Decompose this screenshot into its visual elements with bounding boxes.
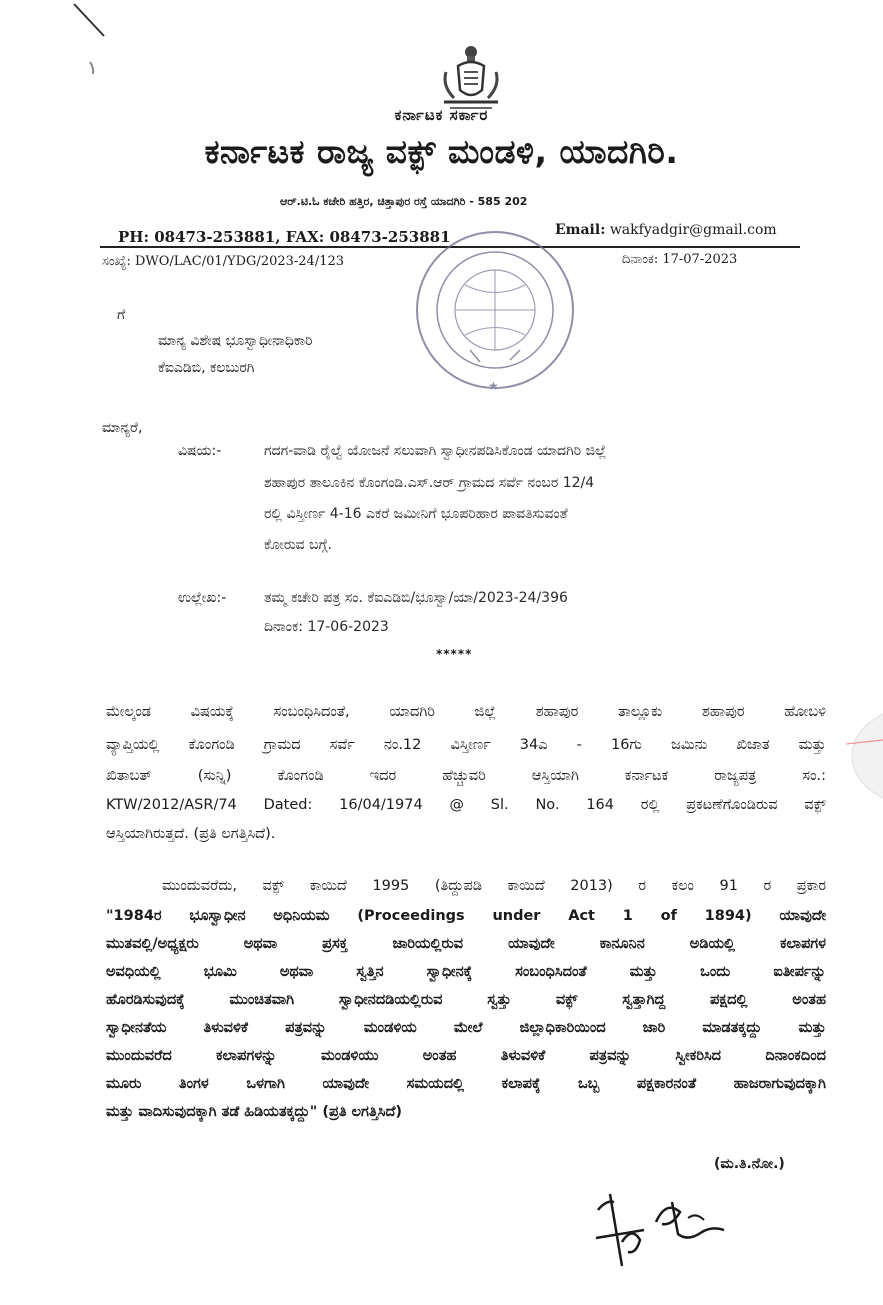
email-line (555, 222, 777, 238)
letter-date: ದಿನಾಂಕ: 17-07-2023 (622, 252, 738, 267)
salutation: ಮಾನ್ಯರೆ, (102, 420, 143, 436)
paragraph-line: ಮುಂದುವರೆದು, ವಕ್ಫ್ ಕಾಯಿದೆ 1995 (ತಿದ್ದುಪಡಿ ಕಾಯಿದೆ 2013) ರ ಕಲಂ 91 ರ ಪ್ರಕಾರ (162, 878, 826, 894)
phone-fax: PH: 08473-253881, FAX: 08473-253881 (118, 228, 451, 246)
recipient-designation: ಮಾನ್ಯ ವಿಶೇಷ ಭೂಸ್ವಾಧೀನಾಧಿಕಾರಿ (158, 333, 313, 349)
paragraph-line: ಹೊರಡಿಸುವುದಕ್ಕೆ ಮುಂಚಿತವಾಗಿ ಸ್ವಾಧೀನದಡಿಯಲ್ಲಿರುವ ಸ್ವತ್ತು ವಕ್ಫ್ ಸ್ವತ್ತಾಗಿದ್ದ ಪಕ್ಷದಲ್ಲಿ ಅಂತಹ (106, 992, 826, 1008)
paragraph-line: ವ್ಯಾಪ್ತಿಯಲ್ಲಿ ಕೊಂಗಂಡಿ ಗ್ರಾಮದ ಸರ್ವೆ ನಂ.12 ವಿಸ್ತೀರ್ಣ 34ಎ - 16ಗು ಜಮಿನು ಖಿಜಾತ ಮತ್ತು (106, 737, 826, 753)
paragraph-line: KTW/2012/ASR/74 Dated: 16/04/1974 @ Sl. No. 164 ರಲ್ಲಿ ಪ್ರಕಟಣೆಗೊಂಡಿರುವ ವಕ್ಫ್ (106, 797, 826, 813)
office-seal-icon (410, 200, 580, 410)
office-address: ಆರ್.ಟಿ.ಓ ಕಚೇರಿ ಹತ್ತಿರ, ಚಿತ್ತಾಪುರ ರಸ್ತೆ ಯಾದಗಿರಿ - 585 202 (280, 195, 528, 208)
reference-line: ದಿನಾಂಕ: 17-06-2023 (264, 619, 389, 635)
recipient-office: ಕೆಐಎಡಿಬಿ, ಕಲಬುರಗಿ (158, 360, 255, 376)
scan-shadow (846, 710, 883, 800)
svg-text:★: ★ (488, 379, 499, 393)
subject-label: ವಿಷಯ:- (178, 443, 222, 459)
separator: ***** (436, 647, 473, 661)
paragraph-line: ಮೇಲ್ಕಂಡ ವಿಷಯಕ್ಕೆ ಸಂಬಂಧಿಸಿದಂತೆ, ಯಾದಗಿರಿ ಜಿಲ್ಲೆ ಶಹಾಪುರ ತಾಲ್ಲೂಕು ಶಹಾಪುರ ಹೋಬಳಿ (106, 704, 826, 720)
subject-line: ಗದಗ-ವಾಡಿ ರೈಲ್ವೆ ಯೋಜನೆ ಸಲುವಾಗಿ ಸ್ವಾಧೀನಪಡಿಸಿಕೊಂಡ ಯಾದಗಿರಿ ಜಿಲ್ಲೆ (264, 443, 607, 459)
email-label: Email: (555, 222, 606, 238)
paragraph-line: ಮೂರು ತಿಂಗಳ ಒಳಗಾಗಿ ಯಾವುದೇ ಸಮಯದಲ್ಲಿ ಕಲಾಪಕ್ಕೆ ಒಬ್ಬ ಪಕ್ಷಕಾರನಂತೆ ಹಾಜರಾಗುವುದಕ್ಕಾಗಿ (106, 1076, 826, 1092)
reference-label: ಉಲ್ಲೇಖ:- (178, 590, 227, 606)
recipient-to: ಗೆ (117, 307, 126, 323)
paragraph-line: ಅವಧಿಯಲ್ಲಿ ಭೂಮಿ ಅಥವಾ ಸ್ವತ್ತಿನ ಸ್ವಾಧೀನಕ್ಕೆ ಸಂಬಂಧಿಸಿದಂತೆ ಮತ್ತು ಒಂದು ಐತೀರ್ಪನ್ನು (106, 964, 826, 980)
government-title: ಕರ್ನಾಟಕ ಸರ್ಕಾರ (394, 106, 489, 124)
paragraph-line: ಮುತವಲ್ಲಿ/ಅಧ್ಯಕ್ಷರು ಅಥವಾ ಪ್ರಸಕ್ತ ಜಾರಿಯಲ್ಲಿರುವ ಯಾವುದೇ ಕಾನೂನಿನ ಅಡಿಯಲ್ಲಿ ಕಲಾಪಗಳ (106, 936, 826, 952)
please-turn-over: (ಮ.ತಿ.ನೋ.) (714, 1156, 785, 1172)
email-address: wakfyadgir@gmail.com (609, 222, 777, 238)
paragraph-line: ಮತ್ತು ವಾದಿಸುವುದಕ್ಕಾಗಿ ತಡೆ ಹಿಡಿಯತಕ್ಕದ್ದು" (ಪ್ರತಿ ಲಗತ್ತಿಸಿದೆ) (106, 1104, 403, 1120)
emblem-icon (436, 42, 506, 114)
paragraph-line: ಮುಂದುವರೆದ ಕಲಾಪಗಳನ್ನು ಮಂಡಳಿಯು ಅಂತಹ ತಿಳುವಳಿಕೆ ಪತ್ರವನ್ನು ಸ್ವೀಕರಿಸಿದ ದಿನಾಂಕದಿಂದ (106, 1048, 826, 1064)
paragraph-line: "1984ರ ಭೂಸ್ವಾಧೀನ ಅಧಿನಿಯಮ (Proceedings under Act 1 of 1894) ಯಾವುದೇ (106, 908, 826, 924)
subject-line: ಶಹಾಪುರ ತಾಲೂಕಿನ ಕೊಂಗಂಡಿ.ಎಸ್.ಆರ್ ಗ್ರಾಮದ ಸರ್ವೆ ನಂಬರ 12/4 (264, 475, 595, 491)
reference-line: ತಮ್ಮ ಕಚೇರಿ ಪತ್ರ ಸಂ. ಕೆಐಎಡಿಬಿ/ಭೂಸ್ವಾ/ಯಾ/2023-24/396 (264, 590, 568, 606)
reference-number: ಸಂಖ್ಯೆ: DWO/LAC/01/YDG/2023-24/123 (102, 254, 345, 269)
scan-mark-stroke (60, 0, 120, 90)
subject-line: ರಲ್ಲಿ ವಿಸ್ತೀರ್ಣ 4-16 ಎಕರೆ ಜಮೀನಿಗೆ ಭೂಪರಿಹಾರ ಪಾವತಿಸುವಂತೆ (264, 506, 568, 522)
subject-line: ಕೋರುವ ಬಗ್ಗೆ. (264, 537, 332, 553)
paragraph-line: ಆಸ್ತಿಯಾಗಿರುತ್ತದೆ. (ಪ್ರತಿ ಲಗತ್ತಿಸಿದೆ). (106, 826, 276, 842)
paragraph-line: ಖಿತಾಬತ್ (ಸುನ್ನಿ) ಕೊಂಗಂಡಿ ಇದರ ಹೆಚ್ಚುವರಿ ಆಸ್ತಿಯಾಗಿ ಕರ್ನಾಟಕ ರಾಜ್ಯಪತ್ರ ಸಂ.: (106, 768, 826, 784)
organization-title: ಕರ್ನಾಟಕ ರಾಜ್ಯ ವಕ್ಫ್ ಮಂಡಳಿ, ಯಾದಗಿರಿ. (204, 132, 679, 171)
signature-icon (592, 1182, 752, 1272)
paragraph-line: ಸ್ವಾಧೀನತೆಯ ತಿಳುವಳಿಕೆ ಪತ್ರವನ್ನು ಮಂಡಳಿಯ ಮೇಲೆ ಜಿಲ್ಲಾಧಿಕಾರಿಯಿಂದ ಜಾರಿ ಮಾಡತಕ್ಕದ್ದು ಮತ್ತು (106, 1020, 826, 1036)
